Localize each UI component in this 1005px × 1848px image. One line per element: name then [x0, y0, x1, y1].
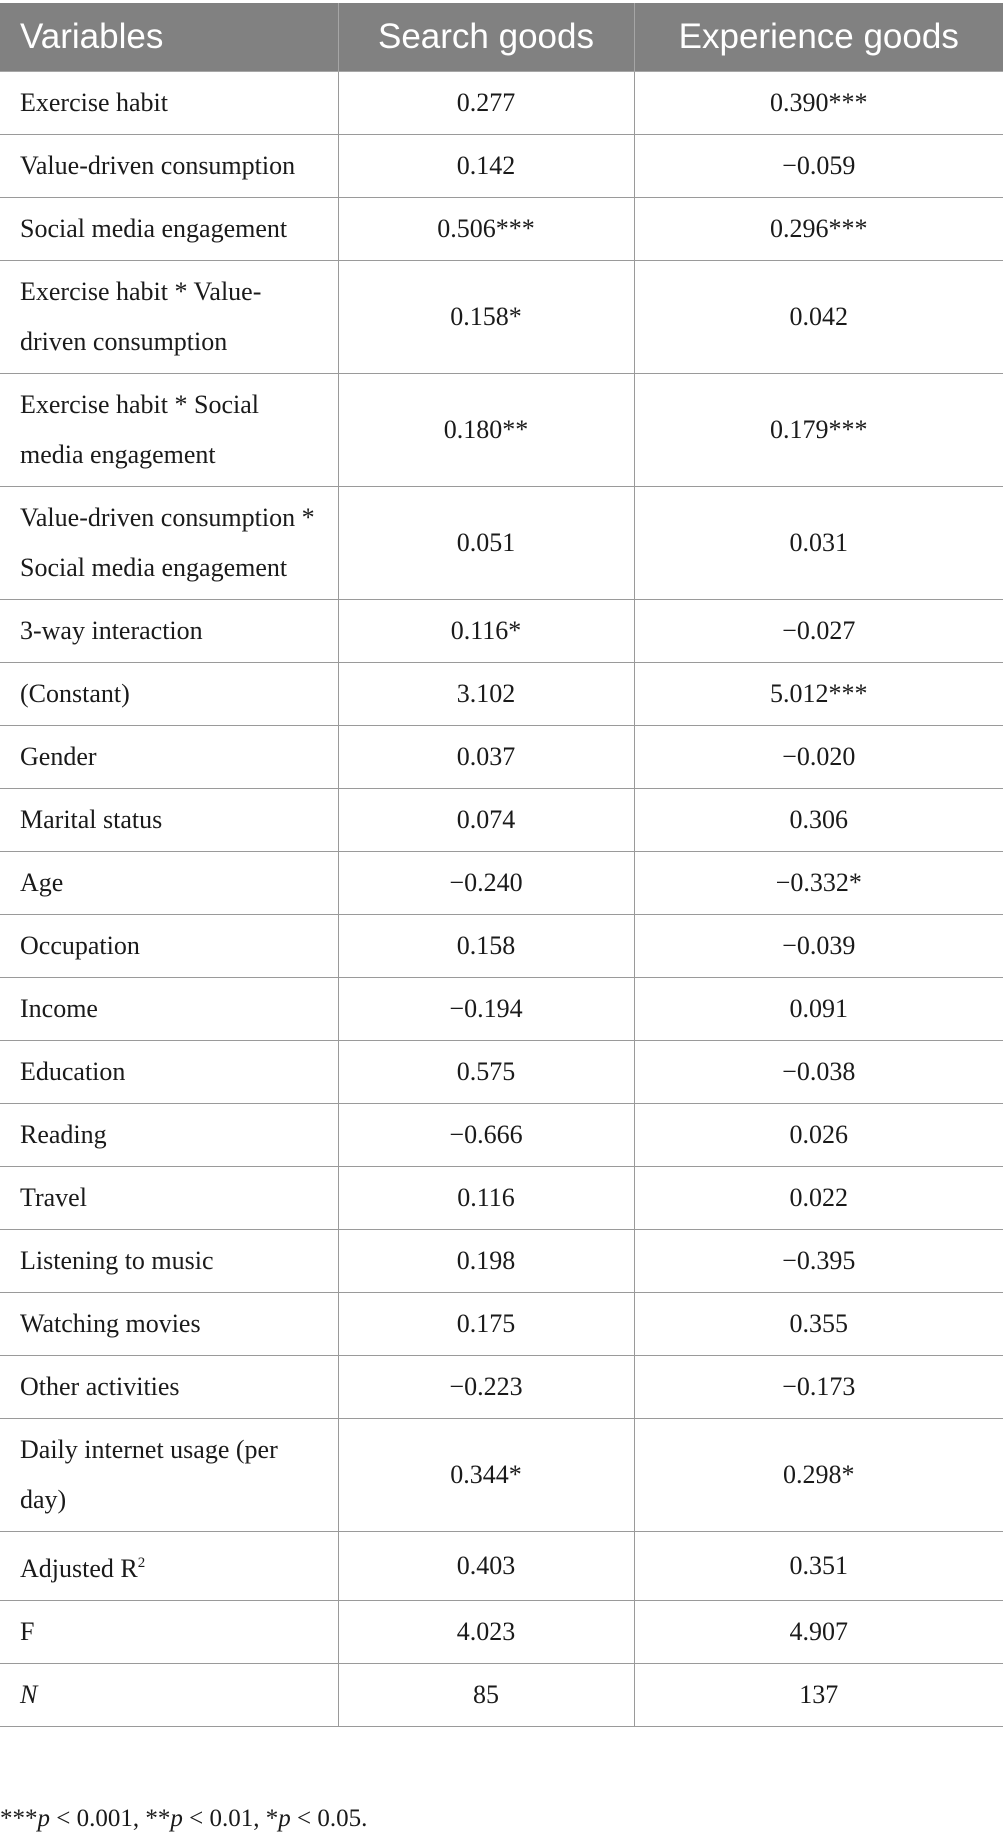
- search-goods-value: 0.116*: [338, 600, 634, 663]
- variable-label: Reading: [20, 1120, 107, 1149]
- experience-goods-value: 0.298*: [634, 1419, 1003, 1532]
- experience-goods-value: −0.038: [634, 1041, 1003, 1104]
- variable-label: Adjusted R: [20, 1554, 138, 1583]
- variable-label: Other activities: [20, 1372, 180, 1401]
- variable-label: Age: [20, 868, 64, 897]
- row-variable: [0, 726, 338, 789]
- experience-goods-value: 0.306: [634, 789, 1003, 852]
- search-goods-value: 4.023: [338, 1601, 634, 1664]
- variable-label: Exercise habit: [20, 88, 168, 117]
- table-row: [0, 1230, 1003, 1293]
- experience-goods-value: 0.355: [634, 1293, 1003, 1356]
- variable-label: Value-driven consumption * Social media engagement: [20, 503, 315, 582]
- row-variable: [0, 72, 338, 135]
- variable-label: N: [20, 1680, 38, 1709]
- row-variable: [0, 789, 338, 852]
- experience-goods-value: −0.332*: [634, 852, 1003, 915]
- experience-goods-value: 4.907: [634, 1601, 1003, 1664]
- row-variable: [0, 978, 338, 1041]
- significance-footnote: [0, 1802, 367, 1836]
- variable-label: Listening to music: [20, 1246, 214, 1275]
- table-row: [0, 1293, 1003, 1356]
- row-variable: [0, 487, 338, 600]
- search-goods-value: 0.037: [338, 726, 634, 789]
- variable-superscript: 2: [137, 1555, 146, 1571]
- row-variable: [0, 1356, 338, 1419]
- row-variable: [0, 1601, 338, 1664]
- table-row: [0, 1041, 1003, 1104]
- variable-label: Gender: [20, 742, 97, 771]
- table-row: [0, 1167, 1003, 1230]
- table-row: [0, 1601, 1003, 1664]
- row-variable: [0, 261, 338, 374]
- table-row: [0, 663, 1003, 726]
- experience-goods-value: 0.296***: [634, 198, 1003, 261]
- experience-goods-value: −0.020: [634, 726, 1003, 789]
- table-row: [0, 726, 1003, 789]
- table-row: [0, 1664, 1003, 1727]
- search-goods-value: 0.142: [338, 135, 634, 198]
- row-variable: [0, 600, 338, 663]
- table-row: [0, 261, 1003, 374]
- search-goods-value: 0.198: [338, 1230, 634, 1293]
- table-row: [0, 487, 1003, 600]
- search-goods-value: −0.223: [338, 1356, 634, 1419]
- variable-label: Exercise habit * Value-driven consumption: [20, 277, 262, 356]
- search-goods-value: 0.180**: [338, 374, 634, 487]
- row-variable: [0, 1664, 338, 1727]
- experience-goods-value: 137: [634, 1664, 1003, 1727]
- experience-goods-value: −0.173: [634, 1356, 1003, 1419]
- search-goods-value: −0.194: [338, 978, 634, 1041]
- variable-label: Social media engagement: [20, 214, 288, 243]
- search-goods-value: 0.051: [338, 487, 634, 600]
- table-row: [0, 852, 1003, 915]
- footnote-text-1: < 0.001, **: [50, 1805, 171, 1832]
- variable-label: Occupation: [20, 931, 140, 960]
- experience-goods-value: −0.039: [634, 915, 1003, 978]
- experience-goods-value: 0.390***: [634, 72, 1003, 135]
- experience-goods-value: 0.022: [634, 1167, 1003, 1230]
- row-variable: [0, 1230, 338, 1293]
- header-experience-goods: Experience goods: [634, 3, 1003, 72]
- row-variable: [0, 663, 338, 726]
- row-variable: [0, 1293, 338, 1356]
- table-row: [0, 600, 1003, 663]
- table-row: [0, 1356, 1003, 1419]
- search-goods-value: 0.506***: [338, 198, 634, 261]
- row-variable: [0, 1167, 338, 1230]
- row-variable: [0, 1104, 338, 1167]
- row-variable: [0, 1041, 338, 1104]
- experience-goods-value: 0.351: [634, 1532, 1003, 1601]
- variable-label: Exercise habit * Social media engagement: [20, 390, 259, 469]
- footnote-stars-1: ***: [0, 1805, 38, 1832]
- variable-label: Travel: [20, 1183, 87, 1212]
- table-row: [0, 374, 1003, 487]
- experience-goods-value: −0.059: [634, 135, 1003, 198]
- row-variable: [0, 915, 338, 978]
- table-row: [0, 915, 1003, 978]
- variable-label: Daily internet usage (per day): [20, 1435, 278, 1514]
- table-row: [0, 198, 1003, 261]
- variable-label: Marital status: [20, 805, 163, 834]
- table-row: [0, 1419, 1003, 1532]
- footnote-text-2: < 0.01, *: [182, 1805, 279, 1832]
- row-variable: [0, 374, 338, 487]
- search-goods-value: 0.175: [338, 1293, 634, 1356]
- experience-goods-value: 5.012***: [634, 663, 1003, 726]
- experience-goods-value: 0.091: [634, 978, 1003, 1041]
- footnote-p-2: p: [170, 1805, 183, 1832]
- search-goods-value: 3.102: [338, 663, 634, 726]
- search-goods-value: −0.666: [338, 1104, 634, 1167]
- row-variable: [0, 852, 338, 915]
- header-variables: Variables: [0, 3, 338, 72]
- header-search-goods: Search goods: [338, 3, 634, 72]
- variable-label: 3-way interaction: [20, 616, 203, 645]
- table-row: [0, 1104, 1003, 1167]
- variable-label: Income: [20, 994, 98, 1023]
- search-goods-value: 0.403: [338, 1532, 634, 1601]
- variable-label: F: [20, 1617, 35, 1646]
- regression-table: [0, 3, 1003, 1727]
- search-goods-value: 0.277: [338, 72, 634, 135]
- experience-goods-value: −0.027: [634, 600, 1003, 663]
- header-row: [0, 3, 1003, 72]
- variable-label: Value-driven consumption: [20, 151, 296, 180]
- experience-goods-value: −0.395: [634, 1230, 1003, 1293]
- table-row: [0, 789, 1003, 852]
- table-row: [0, 72, 1003, 135]
- search-goods-value: 85: [338, 1664, 634, 1727]
- experience-goods-value: 0.026: [634, 1104, 1003, 1167]
- search-goods-value: 0.344*: [338, 1419, 634, 1532]
- footnote-p-3: p: [278, 1805, 291, 1832]
- experience-goods-value: 0.031: [634, 487, 1003, 600]
- table-row: [0, 978, 1003, 1041]
- footnote-p-1: p: [37, 1805, 50, 1832]
- experience-goods-value: 0.042: [634, 261, 1003, 374]
- experience-goods-value: 0.179***: [634, 374, 1003, 487]
- table-row: [0, 135, 1003, 198]
- variable-label: Education: [20, 1057, 126, 1086]
- footnote-text-3: < 0.05.: [290, 1805, 368, 1832]
- search-goods-value: 0.575: [338, 1041, 634, 1104]
- variable-label: Watching movies: [20, 1309, 201, 1338]
- search-goods-value: −0.240: [338, 852, 634, 915]
- search-goods-value: 0.116: [338, 1167, 634, 1230]
- variable-label: (Constant): [20, 679, 130, 708]
- row-variable: [0, 135, 338, 198]
- search-goods-value: 0.158*: [338, 261, 634, 374]
- search-goods-value: 0.074: [338, 789, 634, 852]
- row-variable: [0, 1419, 338, 1532]
- row-variable: [0, 1532, 338, 1601]
- table-row: [0, 1532, 1003, 1601]
- row-variable: [0, 198, 338, 261]
- search-goods-value: 0.158: [338, 915, 634, 978]
